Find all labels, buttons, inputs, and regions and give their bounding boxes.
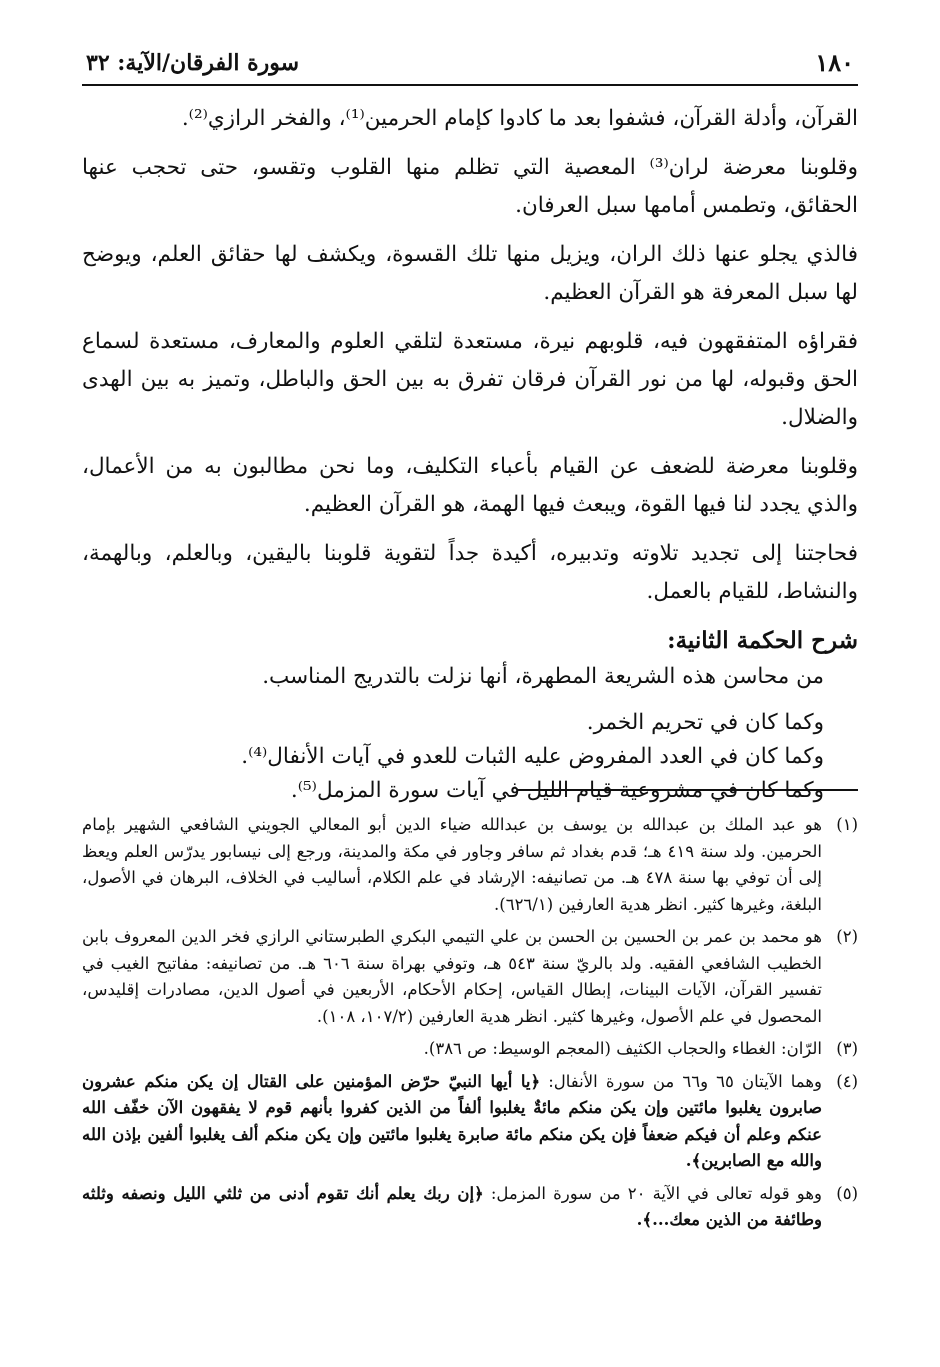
- paragraph: وقلوبنا معرضة لران⁽³⁾ المعصية التي تظلم منها القلوب وتقسو، حتى تحجب عنها الحقائق، وتطمس أمامها سبل العرفان.: [82, 155, 858, 218]
- footnote-number: (١): [836, 815, 858, 834]
- section-line: وكما كان في تحريم الخمر.: [586, 710, 824, 735]
- section-line: من محاسن هذه الشريعة المطهرة، أنها نزلت بالتدريج المناسب.: [262, 664, 824, 689]
- section-heading: شرح الحكمة الثانية:: [667, 627, 858, 654]
- page-number: ١٨٠: [815, 48, 854, 77]
- footnote: [82, 924, 858, 1030]
- footnote-text: هو محمد بن عمر بن الحسين بن الحسن بن علي التيمي البكري الطبرستاني الرازي فخر الدين المعروف بابن الخطيب الشافعي الفقيه. ولد بالريّ سنة ٥٤٣ هـ، وتوفي بهراة سنة ٦٠٦ هـ. من تصانيفه: مفاتيح الغيب في تفسير القرآن، الآيات البينات، إبطال القياس، إحكام الأحكام، الأربعين في أصول الدين، مصادرات إقليدس، المحصول في علم الأصول، وغيرها كثير. انظر هدية العارفين (١٠٧/٢، ١٠٨).: [82, 927, 822, 1026]
- footnote-number: (٣): [836, 1039, 858, 1058]
- footnote-number: (٢): [836, 927, 858, 946]
- paragraph: القرآن، وأدلة القرآن، فشفوا بعد ما كادوا كإمام الحرمين⁽¹⁾، والفخر الرازي⁽²⁾.: [181, 106, 858, 131]
- footnote-text: [82, 1069, 822, 1175]
- quran-quote: ﴿إن ربك يعلم أنك تقوم أدنى من ثلثي الليل ونصفه وثلثه وطائفة من الذين معك...﴾.: [82, 1183, 822, 1229]
- footnote-text-plain: وهما الآيتان ٦٥ و٦٦ من سورة الأنفال:: [540, 1071, 822, 1091]
- footnote-text: الرّان: الغطاء والحجاب الكثيف (المعجم الوسيط: ص ٣٨٦).: [423, 1039, 822, 1058]
- footnote-separator: [518, 789, 858, 791]
- footnote-number: (٤): [836, 1071, 858, 1091]
- footnote-number: (٥): [836, 1183, 858, 1203]
- footnote-text: [82, 1181, 822, 1234]
- footnote-text: هو عبد الملك بن عبدالله بن يوسف بن عبدالله ضياء الدين أبو المعالي الجويني الشافعي الشهير بإمام الحرمين. ولد سنة ٤١٩ هـ؛ قدم بغداد ثم سافر وجاور في مكة والمدينة، ورجع إلى نيسابور يدرّس العلم ويعظ إلى أن توفي بها سنة ٤٧٨ هـ. من تصانيفه: الإرشاد في علم الكلام، أساليب في الخلاف، البرهان في الأصول، البلغة، وغيرها كثير. انظر هدية العارفين (٦٢٦/١).: [82, 815, 822, 914]
- footnote: [82, 1069, 858, 1175]
- footnote: [82, 1181, 858, 1234]
- footnote: [82, 1036, 858, 1063]
- main-text: [82, 100, 858, 808]
- section-line: وكما كان في العدد المفروض عليه الثبات للعدو في آيات الأنفال⁽⁴⁾.: [241, 744, 824, 769]
- paragraph: فحاجتنا إلى تجديد تلاوته وتدبيره، أكيدة جداً لتقوية قلوبنا باليقين، وبالعلم، وبالهمة، والنشاط، للقيام بالعمل.: [82, 541, 858, 604]
- footnote: [82, 812, 858, 918]
- paragraph: فقراؤه المتفقهون فيه، قلوبهم نيرة، مستعدة لتلقي العلوم والمعارف، مستعدة لسماع الحق وقبوله، لها من نور القرآن فرقان تفرق به بين الحق والباطل، وتميز به بين الهدى والضلال.: [82, 329, 858, 430]
- footnote-text-plain: وهو قوله تعالى في الآية ٢٠ من سورة المزمل:: [483, 1183, 822, 1203]
- paragraph: فالذي يجلو عنها ذلك الران، ويزيل منها تلك القسوة، ويكشف لها حقائق العلم، ويوضح لها سبل المعرفة هو القرآن العظيم.: [82, 242, 858, 305]
- page-header: [82, 44, 858, 86]
- running-title: سورة الفرقان/الآية: ٣٢: [86, 50, 300, 76]
- section-line: وكما كان في مشروعية قيام الليل في آيات سورة المزمل⁽⁵⁾.: [290, 778, 824, 803]
- paragraph: وقلوبنا معرضة للضعف عن القيام بأعباء التكليف، وما نحن مطالبون به من الأعمال، والذي يجدد لنا فيها القوة، ويبعث فيها الهمة، هو القرآن العظيم.: [82, 454, 858, 517]
- quran-quote: ﴿يا أيها النبيّ حرّض المؤمنين على القتال إن يكن منكم عشرون صابرون يغلبوا مائتين وإن يكن منكم مائةٌ يغلبوا ألفاً من الذين كفروا بأنهم قوم لا يفقهون الآن خفّف الله عنكم وعلم أن فيكم ضعفاً فإن يكن منكم مائة صابرة يغلبوا مائتين وإن يكن منكم ألف يغلبوا ألفين بإذن الله والله مع الصابرين﴾.: [82, 1071, 822, 1170]
- footnotes: [82, 812, 858, 1240]
